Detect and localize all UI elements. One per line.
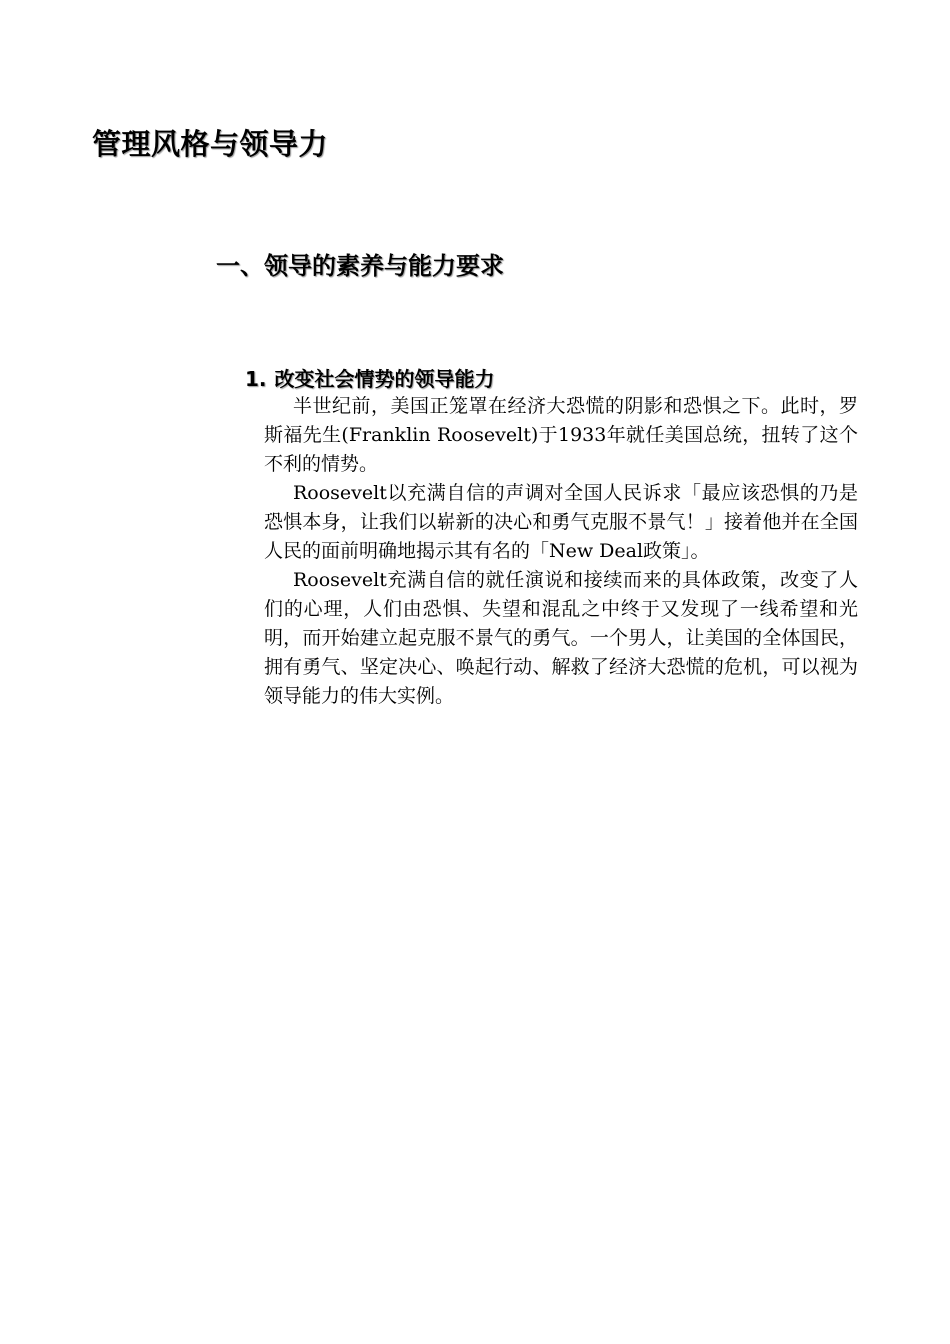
paragraph-2: Roosevelt以充满自信的声调对全国人民诉求「最应该恐惧的乃是恐惧本身，让我们以崭新的决心和勇气克服不景气！」接着他并在全国人民的面前明确地揭示其有名的「New Deal政策」。	[264, 482, 858, 562]
subsection-heading	[245, 363, 495, 392]
document-title: 管理风格与领导力	[92, 127, 329, 161]
section-heading: 一、领导的素养与能力要求	[216, 252, 504, 280]
paragraph-3: Roosevelt充满自信的就任演说和接续而来的具体政策，改变了人们的心理，人们由恐惧、失望和混乱之中终于又发现了一线希望和光明，而开始建立起克服不景气的勇气。一个男人，让美国的全体国民，拥有勇气、坚定决心、唤起行动、解救了经济大恐慌的危机，可以视为领导能力的伟大实例。	[264, 569, 858, 707]
subsection-title: 改变社会情势的领导能力	[274, 367, 495, 391]
subsection-number: 1.	[245, 367, 267, 391]
body-text	[264, 392, 858, 711]
paragraph-1: 半世纪前，美国正笼罩在经济大恐慌的阴影和恐惧之下。此时，罗斯福先生(Franklin Roosevelt)于1933年就任美国总统，扭转了这个不利的情势。	[264, 395, 858, 475]
